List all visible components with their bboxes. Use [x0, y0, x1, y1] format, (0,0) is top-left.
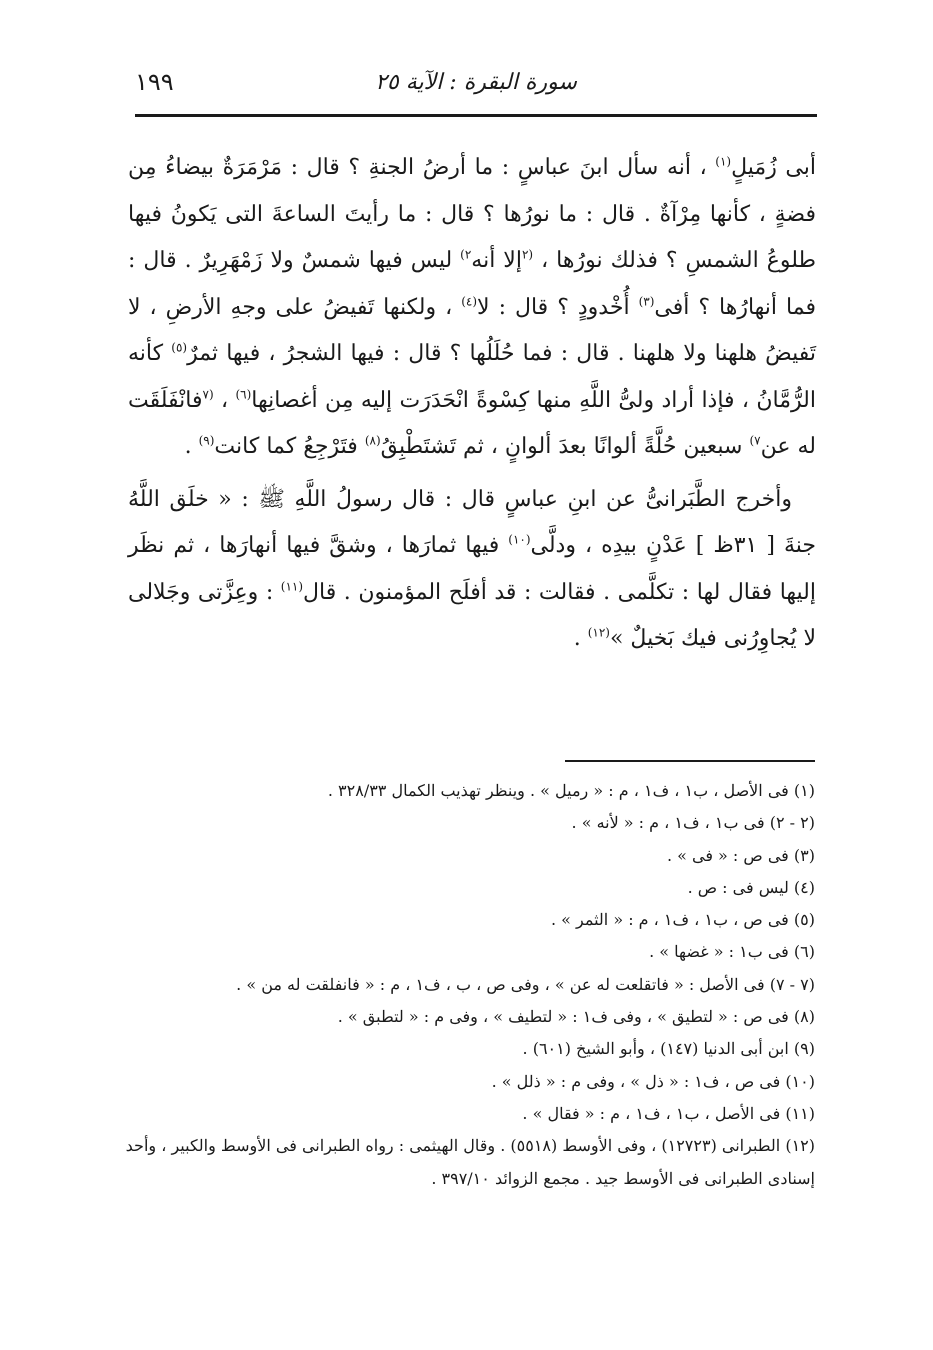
footnote-marker: ٧) [749, 433, 761, 448]
footnote-marker: (١٢) [587, 625, 610, 640]
footnote-marker: (١٠) [508, 532, 531, 547]
footnote-marker: (٦) [235, 387, 252, 402]
text-run: ليس فيها شمسٌ ولا زَمْهَرِيرٌ . قال : فما أنهارُها ؟ أفى [128, 248, 816, 320]
text-run: ، ولكنها تَفيضُ على وجهِ الأرضِ ، لا تَفيضُ هلهنا ولا هلهنا . قال : فما حُلَلُها ؟ قال : فيها الشجرُ ، فيها ثمرٌ [128, 294, 816, 366]
text-run: كأنه الرُّمَّانُ ، فإذا أراد ولىُّ اللَّهِ منها كِسْوةً انْحَدَرَت إليه مِن أغصانِها [128, 341, 816, 413]
page-header [135, 64, 817, 114]
text-run: ، [213, 387, 236, 413]
body-paragraph [128, 477, 816, 663]
text-run: سبعين حُلَّةً ألوانًا بعدَ ألوانٍ ، ثم تَشتَطْبِقُ [380, 434, 750, 459]
footnote-marker: (١١) [280, 579, 304, 594]
footnote: (١) فى الأصل ، ب١ ، ف١ ، م : « رميل » . وينظر تهذيب الكمال ٣٢٨/٣٣ . [327, 781, 815, 800]
footnote-separator [565, 760, 815, 762]
running-title: سورة البقرة : الآية ٢٥ [375, 70, 577, 95]
main-text [128, 145, 816, 663]
footnote: (٩) ابن أبى الدنيا (١٤٧) ، وأبو الشيخ (٦٠١) . [522, 1039, 815, 1059]
text-run: فانْفَلَقَت له عن [128, 387, 816, 459]
footnote: (٤) ليس فى : ص . [687, 877, 815, 897]
text-run: أبى زُمَيلٍ [731, 155, 816, 180]
footnote: (٦) فى ب١ : « غضها » . [649, 942, 815, 962]
footnote: (٢ - ٢) فى ب١ ، ف١ ، م : « لأنه » . [571, 813, 815, 833]
footnote: (٨) فى ص : « لتطيق » ، وفى ف١ : « لتطيف » ، وفى م : « لتطبق » . [337, 1007, 815, 1027]
text-run: : وعِزَّتى وجَلالى لا يُجاوِرُنى فيك بَخيلٌ » [128, 579, 816, 651]
footnote-marker: (٤) [461, 294, 478, 309]
footnote-marker: (٥) [171, 340, 188, 355]
footnote: (١١) فى الأصل ، ب١ ، ف١ ، م : « فقال » . [522, 1103, 815, 1123]
text-run: فيها ثمارَها ، وشقَّ فيها أنهارَها ، ثم نظَر إليها فقال لها : تكلَّمى . فقالت : قد أفلَح المؤمنون . قال [128, 533, 816, 605]
footnote: (٧ - ٧) فى الأصل : « فاتقلعت له عن » ، وفى ص ، ب ، ف١ ، م : « فانفلقت له من » . [236, 974, 815, 994]
footnote-marker: (٩) [198, 433, 215, 448]
footnote: (١٠) فى ص ، ف١ : « ذل » ، وفى م : « ذلل » . [491, 1071, 815, 1091]
text-run: . [184, 434, 199, 459]
text-run: وأخرج الطَّبَرانىُّ عن ابنِ عباسٍ قال : قال رسولُ اللَّهِ ﷺ : « خلَق اللَّهُ جنةَ [ ٣١ظ ] عَدْنٍ بيدِه ، ودلَّى [128, 486, 816, 558]
page-number: ١٩٩ [135, 68, 174, 96]
body-paragraph [128, 145, 816, 471]
text-run: إلا أنه [471, 248, 522, 273]
footnote: (١٢) الطبرانى (١٢٧٢٣) ، وفى الأوسط (٥٥١٨) . وقال الهيثمى : رواه الطبرانى فى الأوسط والكبير ، وأحد إسنادى الطبرانى فى الأوسط جيد . مجمع الزوائد ٣٩٧/١٠ . [125, 1136, 815, 1188]
footnote: (٣) فى ص : « فى » . [666, 845, 815, 865]
text-run: أُخْدودٍ ؟ قال : لا [477, 294, 639, 320]
footnotes [118, 775, 815, 1195]
footnote-marker: ٢) [460, 247, 472, 262]
footnote-marker: (٢ [521, 247, 534, 262]
text-run: ، أنه سأل ابنَ عباسٍ : ما أرضُ الجنةِ ؟ قال : مَرْمَرَةٌ بيضاءُ مِن فضةٍ ، كأنها مِرْآةٌ . قال : ما نورُها ؟ قال : ما رأيتَ الساعةَ التى يَكونُ فيها طلوعُ الشمسِ ؟ فذلك نورُها ، [128, 155, 816, 273]
footnote-marker: (٣) [638, 294, 655, 309]
footnote-marker: (٨) [364, 433, 381, 448]
text-run: . [573, 626, 588, 651]
footnote-marker: (١) [715, 154, 732, 169]
header-rule [135, 114, 817, 117]
footnote: (٥) فى ص ، ب١ ، ف١ ، م : « الثمر » . [550, 910, 815, 930]
footnote-marker: (٧ [202, 387, 214, 402]
text-run: فتَرْجِعُ كما كانت [214, 434, 365, 459]
